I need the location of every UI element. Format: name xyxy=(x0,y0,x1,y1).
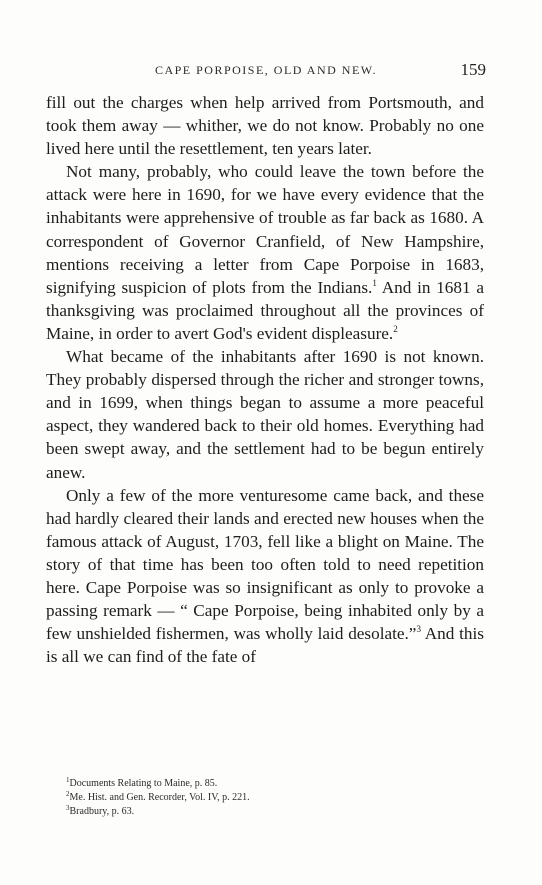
running-title: CAPE PORPOISE, OLD AND NEW. xyxy=(154,63,378,77)
footnote-text: Bradbury, p. 63. xyxy=(69,806,135,817)
footnote-2 xyxy=(66,791,476,805)
paragraph-2-text: Not many, probably, who could leave the town before the attack were here in 1690, for we have every evidence that the inhabitants were apprehensive of trouble as far back as 1680. A correspondent of Governor Cranfield, of New Hampshire, mentions receiving a letter from Cape Porpoise in 1683, signifying suspicion of plots from the Indians. xyxy=(46,162,484,297)
footnotes xyxy=(66,777,476,819)
footnote-text: Me. Hist. and Gen. Recorder, Vol. IV, p. 221. xyxy=(69,792,250,803)
footnote-ref-3: 3 xyxy=(416,624,421,635)
footnote-3 xyxy=(66,805,476,819)
running-head xyxy=(46,58,486,82)
footnote-mark: 2 xyxy=(66,790,70,798)
paragraph-4-text: Only a few of the more venturesome came back, and these had hardly cleared their lands and erected new houses when the famous attack of August, 1703, fell like a blight on Maine. The story of that time has been too often told to need repetition here. Cape Porpoise was so insignificant as only to provoke a passing remark — “ Cape Porpoise, being inhabited only by a few unshielded fishermen, was wholly laid desolate.” xyxy=(46,485,484,644)
footnote-1 xyxy=(66,777,476,791)
footnote-mark: 3 xyxy=(66,804,70,812)
footnote-ref-2: 2 xyxy=(393,323,398,334)
footnote-mark: 1 xyxy=(66,776,70,784)
page-number: 159 xyxy=(460,60,486,79)
paragraph-4-text-cont: And this is all we can find of the fate of xyxy=(46,624,484,667)
paragraph-1: fill out the charges when help arrived from Portsmouth, and took them away — whither, we do not know. Probably no one lived here until the resettlement, ten years later. xyxy=(46,93,484,159)
footnote-ref-1: 1 xyxy=(372,277,377,288)
body-text xyxy=(46,91,484,668)
paragraph-2 xyxy=(46,160,484,345)
paragraph-4 xyxy=(46,484,484,669)
footnote-text: Documents Relating to Maine, p. 85. xyxy=(69,778,218,789)
paragraph-3: What became of the inhabitants after 1690 is not known. They probably dispersed through the richer and stronger towns, and in 1699, when things began to assume a more peaceful aspect, they wandered back to their old homes. Everything had been swept away, and the settlement had to be begun entirely anew. xyxy=(46,347,484,482)
paragraph-2-text-cont: And in 1681 a thanksgiving was proclaimed throughout all the provinces of Maine, in order to avert God's evident displeasure. xyxy=(46,277,484,343)
